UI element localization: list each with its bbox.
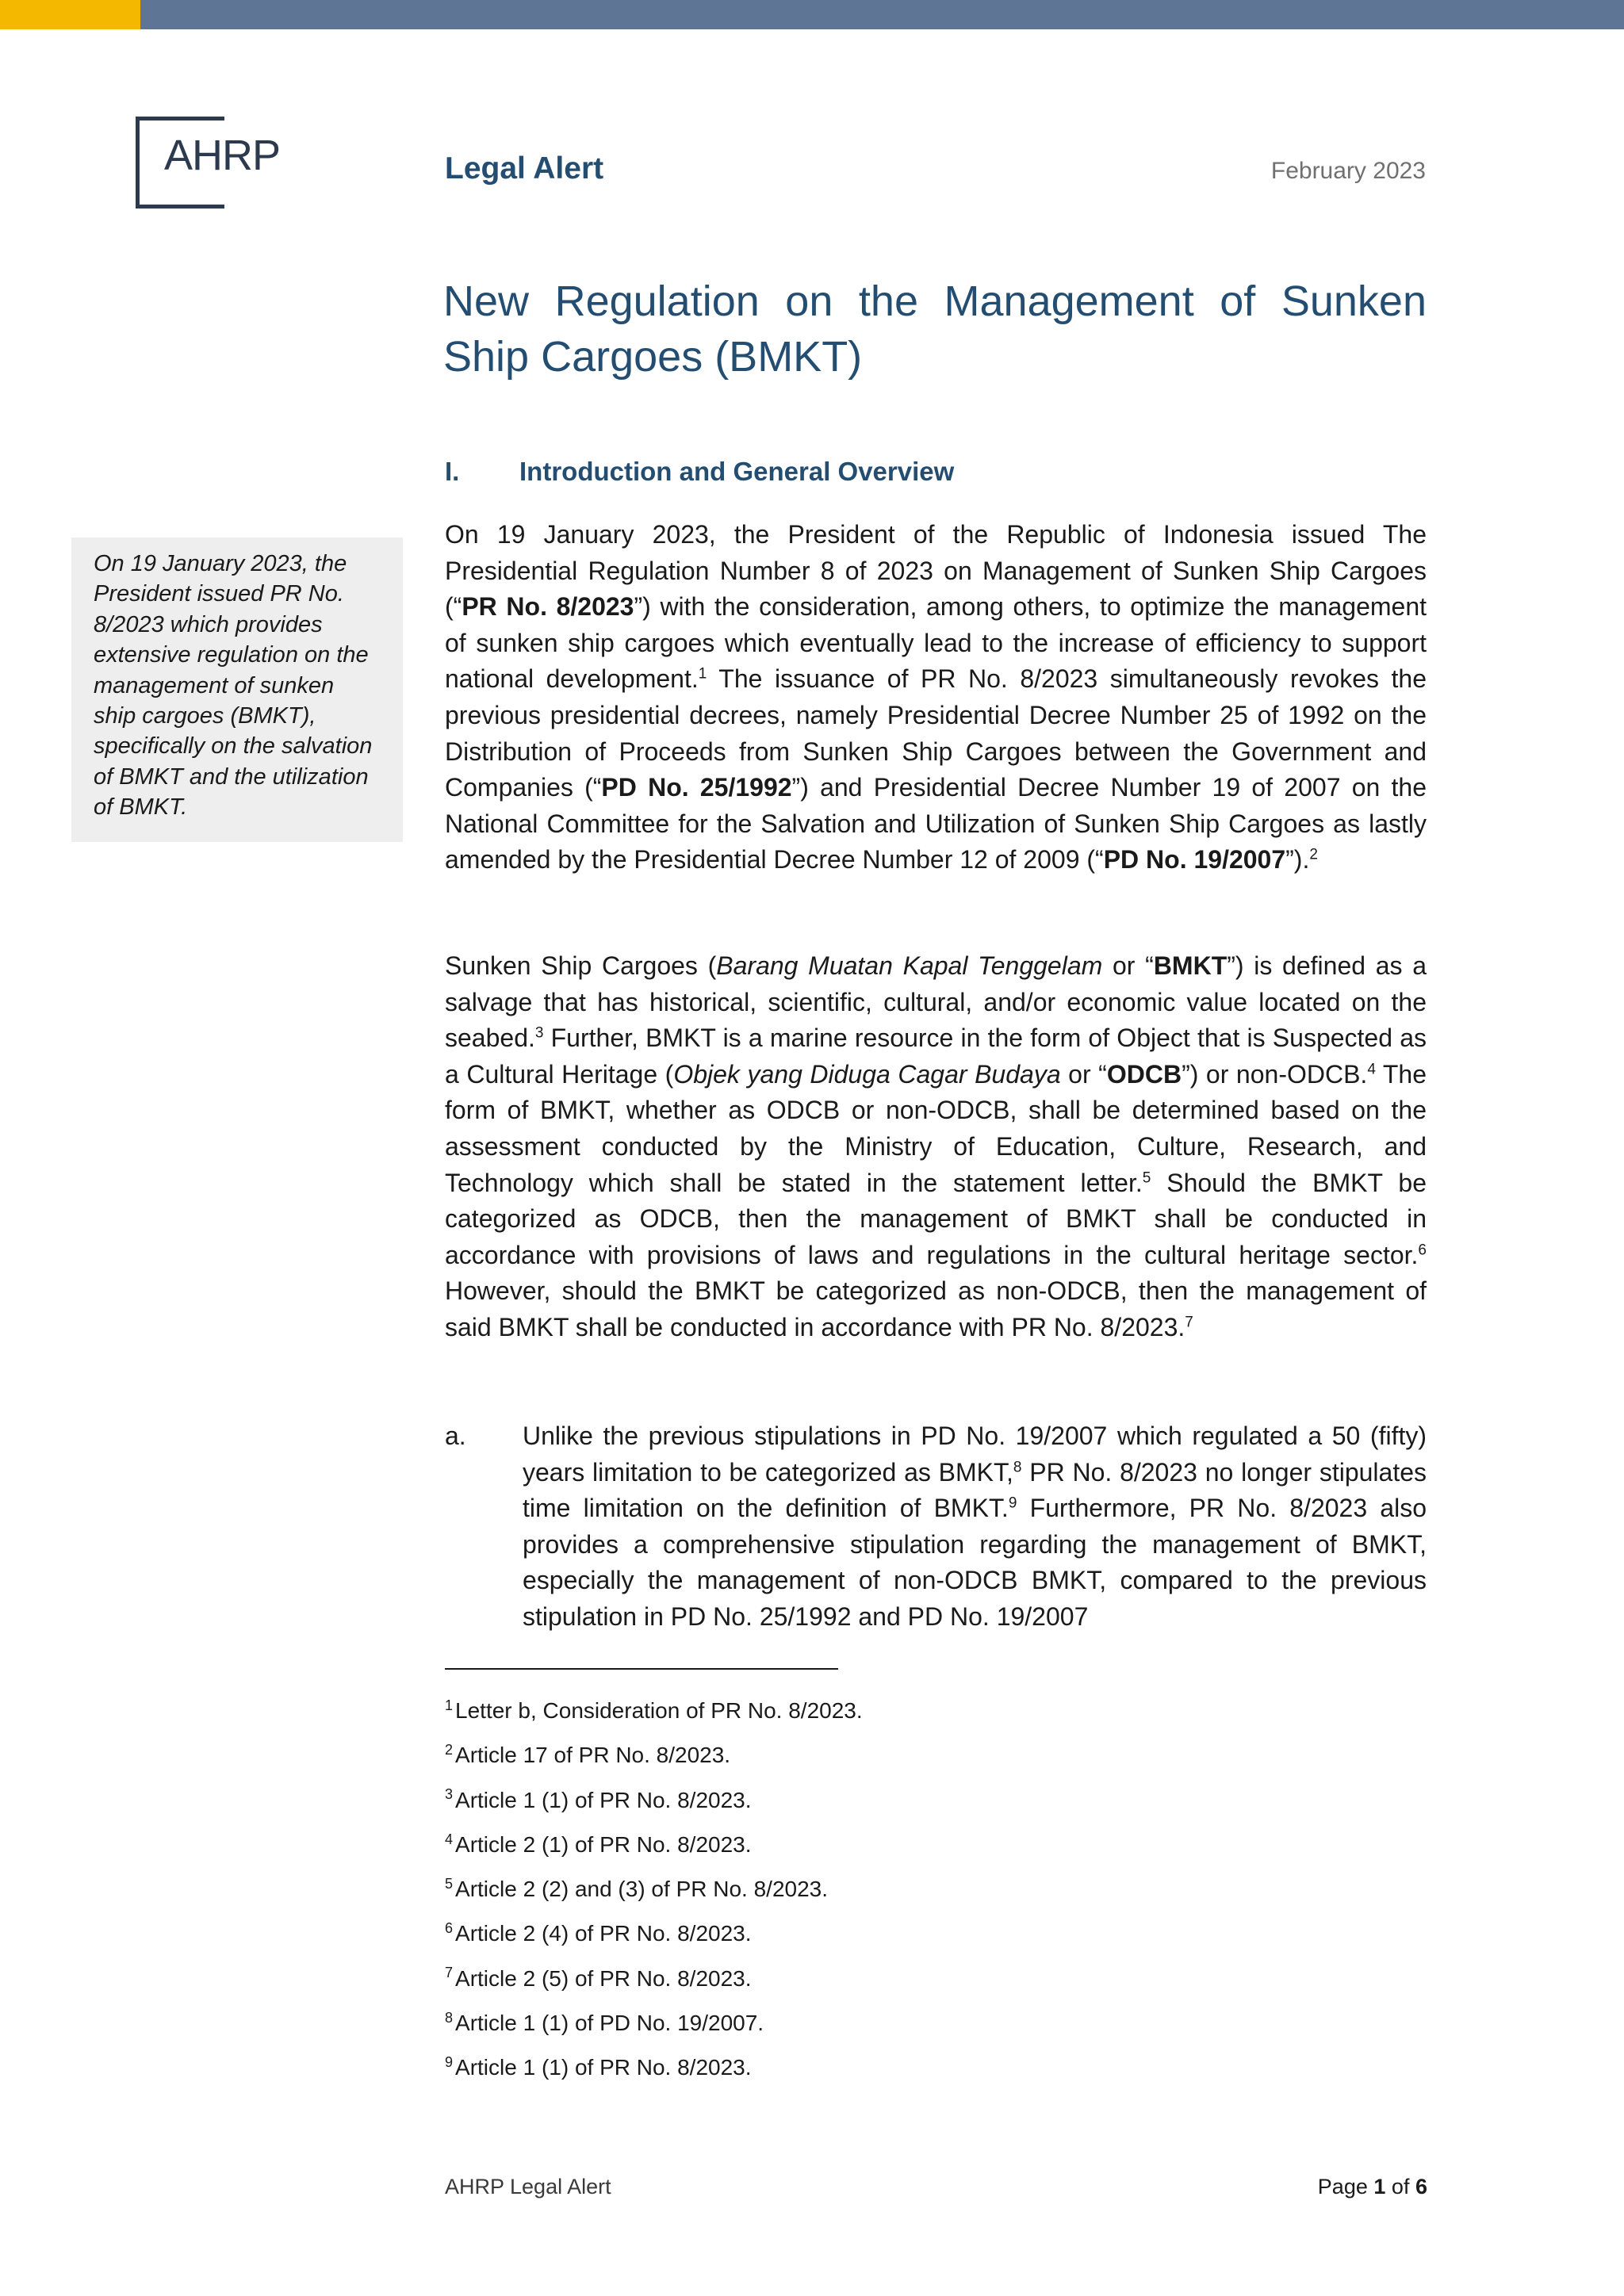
footnote-text: Article 2 (5) of PR No. 8/2023.	[455, 1965, 752, 1991]
footnote-number: 1	[445, 1697, 454, 1713]
paragraph-2	[445, 948, 1427, 1346]
italic-term: Barang Muatan Kapal Tenggelam	[716, 951, 1103, 980]
footnote-text: Letter b, Consideration of PR No. 8/2023.	[455, 1698, 863, 1723]
defined-term: ODCB	[1106, 1059, 1182, 1089]
section-heading	[445, 457, 954, 487]
footnote-number: 9	[445, 2054, 454, 2071]
footnote-ref: 5	[1142, 1169, 1151, 1186]
page-label: Page	[1317, 2175, 1368, 2198]
footnote-ref: 4	[1367, 1061, 1376, 1078]
footnote	[445, 2009, 863, 2053]
text-run: Should the BMKT be categorized as ODCB, then the management of BMKT shall be conducted in accordance with provisions of laws and regulations in the cultural heritage sector.	[445, 1168, 1427, 1269]
text-run: On 19 January 2023, the President of the Republic of Indonesia issued The Presidential Regulation Number 8 of 2023 on Management of Sunken Ship Cargoes (“	[445, 520, 1427, 622]
defined-term: PD No. 19/2007	[1103, 845, 1286, 874]
footnote	[445, 1919, 863, 1964]
footnote-separator	[445, 1668, 838, 1670]
footnote-number: 2	[445, 1741, 454, 1758]
page-of: of	[1391, 2175, 1410, 2198]
footnote-number: 8	[445, 2009, 454, 2026]
list-marker: a.	[445, 1422, 466, 1450]
text-run: However, should the BMKT be categorized as non-ODCB, then the management of said BMKT shall be conducted in accordance with PR No. 8/2023.	[445, 1276, 1427, 1341]
page-total: 6	[1415, 2175, 1427, 2198]
sidebar-summary-text: On 19 January 2023, the President issued PR No. 8/2023 which provides extensive regulation on the management of sunken ship cargoes (BMKT), specifically on the salvation of BMKT and the utilization of BMKT.	[94, 551, 373, 821]
footnote-text: Article 1 (1) of PR No. 8/2023.	[455, 2055, 752, 2080]
section-number: I.	[445, 457, 460, 486]
sidebar-summary	[71, 538, 403, 842]
footnote	[445, 2053, 863, 2098]
ahrp-logo	[136, 117, 294, 212]
defined-term: BMKT	[1153, 951, 1228, 980]
logo-text: AHRP	[164, 132, 281, 179]
text-run: Furthermore, PR No. 8/2023 also provides a comprehensive stipulation regarding the management of BMKT, especially the management of non-ODCB BMKT, compared to the previous stipulation in PD No. 25/1992 and PD No. 19/2007	[523, 1494, 1427, 1631]
footnote-number: 6	[445, 1920, 454, 1937]
list-item-text	[523, 1418, 1427, 1636]
section-title: Introduction and General Overview	[519, 457, 955, 486]
italic-term: Objek yang Diduga Cagar Budaya	[673, 1059, 1061, 1089]
text-run: ”) with the consideration, among others, to optimize the management of sunken ship cargoes which eventually lead to the increase of efficiency to support national development.	[445, 592, 1427, 694]
footnote-ref: 1	[698, 665, 707, 683]
footnote-ref: 3	[534, 1024, 544, 1042]
footnote-ref: 9	[1008, 1494, 1017, 1512]
footnote-text: Article 2 (1) of PR No. 8/2023.	[455, 1831, 752, 1857]
top-bar	[0, 0, 1624, 29]
top-bar-accent	[0, 0, 140, 29]
footnote-text: Article 2 (2) and (3) of PR No. 8/2023.	[455, 1877, 829, 1902]
text-run: The issuance of PR No. 8/2023 simultaneously revokes the previous presidential decrees, namely Presidential Decree Number 25 of 1992 on the Distribution of Proceeds from Sunken Ship Cargoes between the Government and Companies (“	[445, 664, 1427, 802]
footnote	[445, 1741, 863, 1785]
footnote	[445, 1697, 863, 1741]
page-current: 1	[1373, 2175, 1386, 2198]
header-date: February 2023	[1270, 158, 1426, 184]
footnote-ref: 8	[1013, 1458, 1022, 1475]
footnote-number: 7	[445, 1965, 454, 1981]
defined-term: PD No. 25/1992	[601, 773, 792, 802]
footnote-number: 4	[445, 1831, 454, 1847]
footnote-number: 3	[445, 1786, 454, 1803]
header-title: Legal Alert	[445, 151, 604, 186]
text-run: ”) or non-ODCB.	[1182, 1059, 1368, 1089]
footnote	[445, 1831, 863, 1875]
footnote-ref: 6	[1418, 1242, 1427, 1259]
text-run: Further, BMKT is a marine resource in the form of Object that is Suspected as a Cultural Heritage (	[445, 1024, 1427, 1089]
text-run: ”) and Presidential Decree Number 19 of 2007 on the National Committee for the Salvation and Utilization of Sunken Ship Cargoes as lastly amended by the Presidential Decree Number 12 of 2009 (“	[445, 773, 1427, 874]
footnote-text: Article 17 of PR No. 8/2023.	[455, 1743, 731, 1768]
footnote	[445, 1875, 863, 1919]
footnote-ref: 2	[1309, 846, 1318, 863]
footnote	[445, 1965, 863, 2009]
footnote-text: Article 1 (1) of PR No. 8/2023.	[455, 1787, 752, 1812]
footnote-text: Article 1 (1) of PD No. 19/2007.	[455, 2011, 764, 2036]
text-run: Unlike the previous stipulations in PD No. 19/2007 which regulated a 50 (fifty) years limitation to be categorized as BMKT,	[523, 1422, 1427, 1487]
document-title: New Regulation on the Management of Sunken Ship Cargoes (BMKT)	[443, 277, 1427, 381]
text-run: ”) is defined as a salvage that has historical, scientific, cultural, and/or economic value located on the seabed.	[445, 951, 1427, 1053]
text-run: The form of BMKT, whether as ODCB or non-ODCB, shall be determined based on the assessment conducted by the Ministry of Education, Culture, Research, and Technology which shall be stated in the statement letter.	[445, 1059, 1427, 1197]
text-run: ”).	[1285, 845, 1310, 874]
text-run: or “	[1060, 1059, 1107, 1089]
footnote-number: 5	[445, 1875, 454, 1892]
footer-label: AHRP Legal Alert	[445, 2175, 611, 2198]
footnote-ref: 7	[1185, 1314, 1193, 1331]
defined-term: PR No. 8/2023	[462, 592, 634, 622]
footnotes	[445, 1697, 863, 2099]
text-run: or “	[1102, 951, 1154, 980]
text-run: PR No. 8/2023 no longer stipulates time limitation on the definition of BMKT.	[523, 1457, 1427, 1523]
footnote	[445, 1786, 863, 1831]
footnote-text: Article 2 (4) of PR No. 8/2023.	[455, 1921, 752, 1946]
text-run: Sunken Ship Cargoes (	[445, 951, 717, 980]
page-number	[1318, 2175, 1427, 2199]
paragraph-1	[445, 517, 1427, 878]
list-item-a	[445, 1418, 1427, 1636]
